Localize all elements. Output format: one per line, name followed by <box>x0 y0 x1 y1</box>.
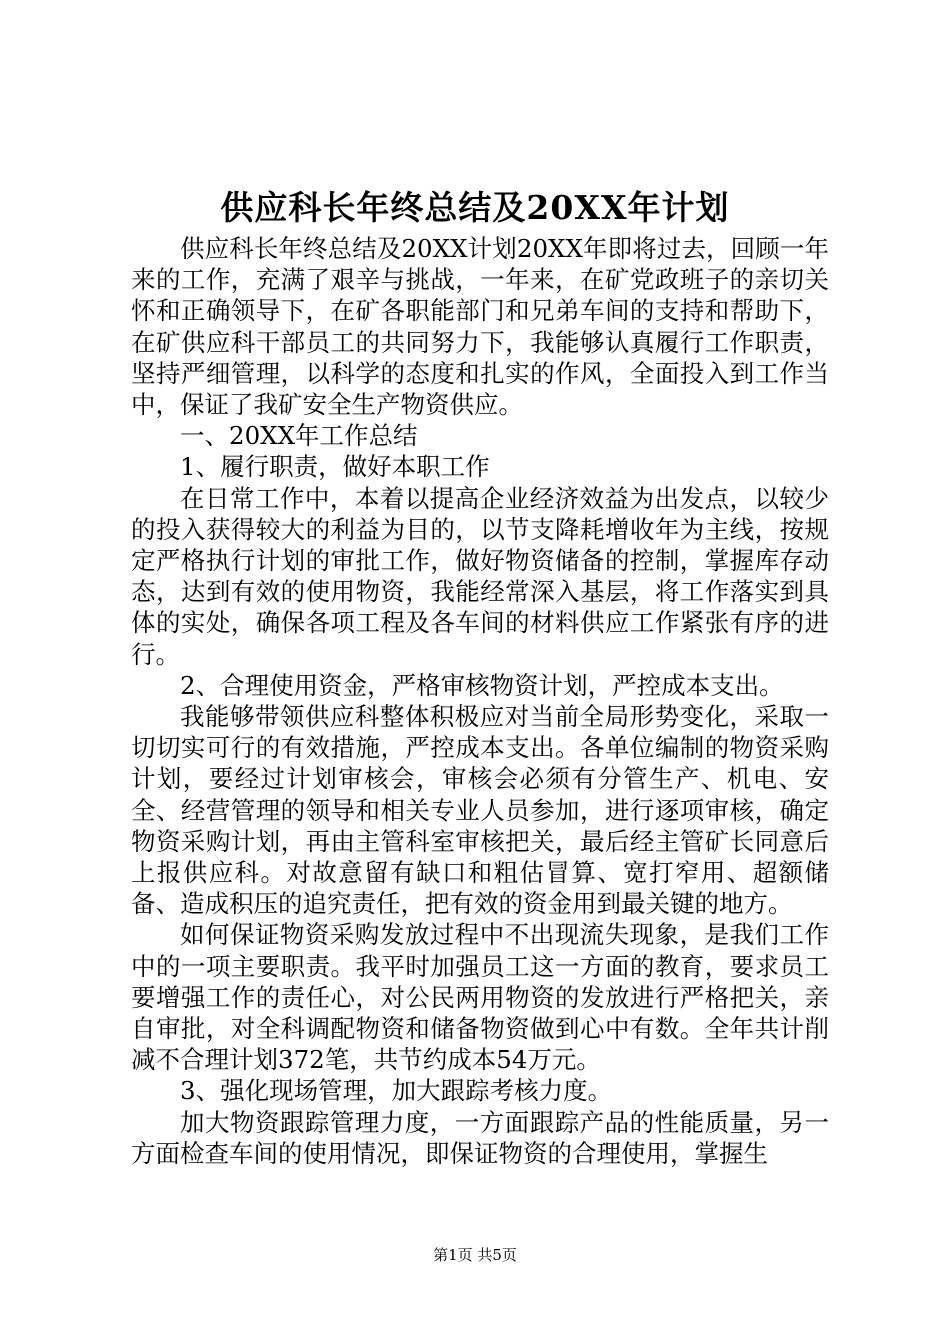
subheading-site-management: 3、强化现场管理，加大跟踪考核力度。 <box>180 1076 613 1106</box>
subheading-funds: 2、合理使用资金，严格审核物资计划，严控成本支出。 <box>180 670 784 700</box>
paragraph-tracking: 加大物资跟踪管理力度，一方面跟踪产品的性能质量，另一方面检查车间的使用情况，即保证物资的合理使用，掌握生 <box>131 1107 829 1168</box>
paragraph-cost-control: 我能够带领供应科整体积极应对当前全局形势变化，采取一切切实可行的有效措施，严控成本支出。各单位编制的物资采购计划，要经过计划审核会，审核会必须有分管生产、机电、安全、经营管理的领导和相关专业人员参加，进行逐项审核，确定物资采购计划，再由主管科室审核把关，最后经主管矿长同意后上报供应科。对故意留有缺口和粗估冒算、宽打窄用、超额储备、造成积压的追究责任，把有效的资金用到最关键的地方。 <box>131 702 829 919</box>
paragraph-daily-work: 在日常工作中，本着以提高企业经济效益为出发点，以较少的投入获得较大的利益为目的，以节支降耗增收年为主线，按规定严格执行计划的审批工作，做好物资储备的控制，掌握库存动态，达到有效的使用物资，我能经常深入基层，将工作落实到具体的实处，确保各项工程及各车间的材料供应工作紧张有序的进行。 <box>131 483 829 669</box>
document-title: 供应科长年终总结及20XX年计划 <box>220 188 730 227</box>
paragraph-loss-prevention: 如何保证物资采购发放过程中不出现流失现象，是我们工作中的一项主要职责。我平时加强员工这一方面的教育，要求员工要增强工作的责任心，对公民两用物资的发放进行严格把关，亲自审批，对全科调配物资和储备物资做到心中有数。全年共计削减不合理计划372笔，共节约成本54万元。 <box>131 920 829 1075</box>
document-body <box>131 233 829 1169</box>
section-heading-summary: 一、20XX年工作总结 <box>180 421 418 451</box>
page-footer: 第1页 共5页 <box>433 1246 517 1264</box>
paragraph-intro: 供应科长年终总结及20XX计划20XX年即将过去，回顾一年来的工作，充满了艰辛与挑战，一年来，在矿党政班子的亲切关怀和正确领导下，在矿各职能部门和兄弟车间的支持和帮助下，在矿供应科干部员工的共同努力下，我能够认真履行工作职责，坚持严细管理，以科学的态度和扎实的作风，全面投入到工作当中，保证了我矿安全生产物资供应。 <box>131 234 829 420</box>
subheading-duties: 1、履行职责，做好本职工作 <box>180 452 490 482</box>
